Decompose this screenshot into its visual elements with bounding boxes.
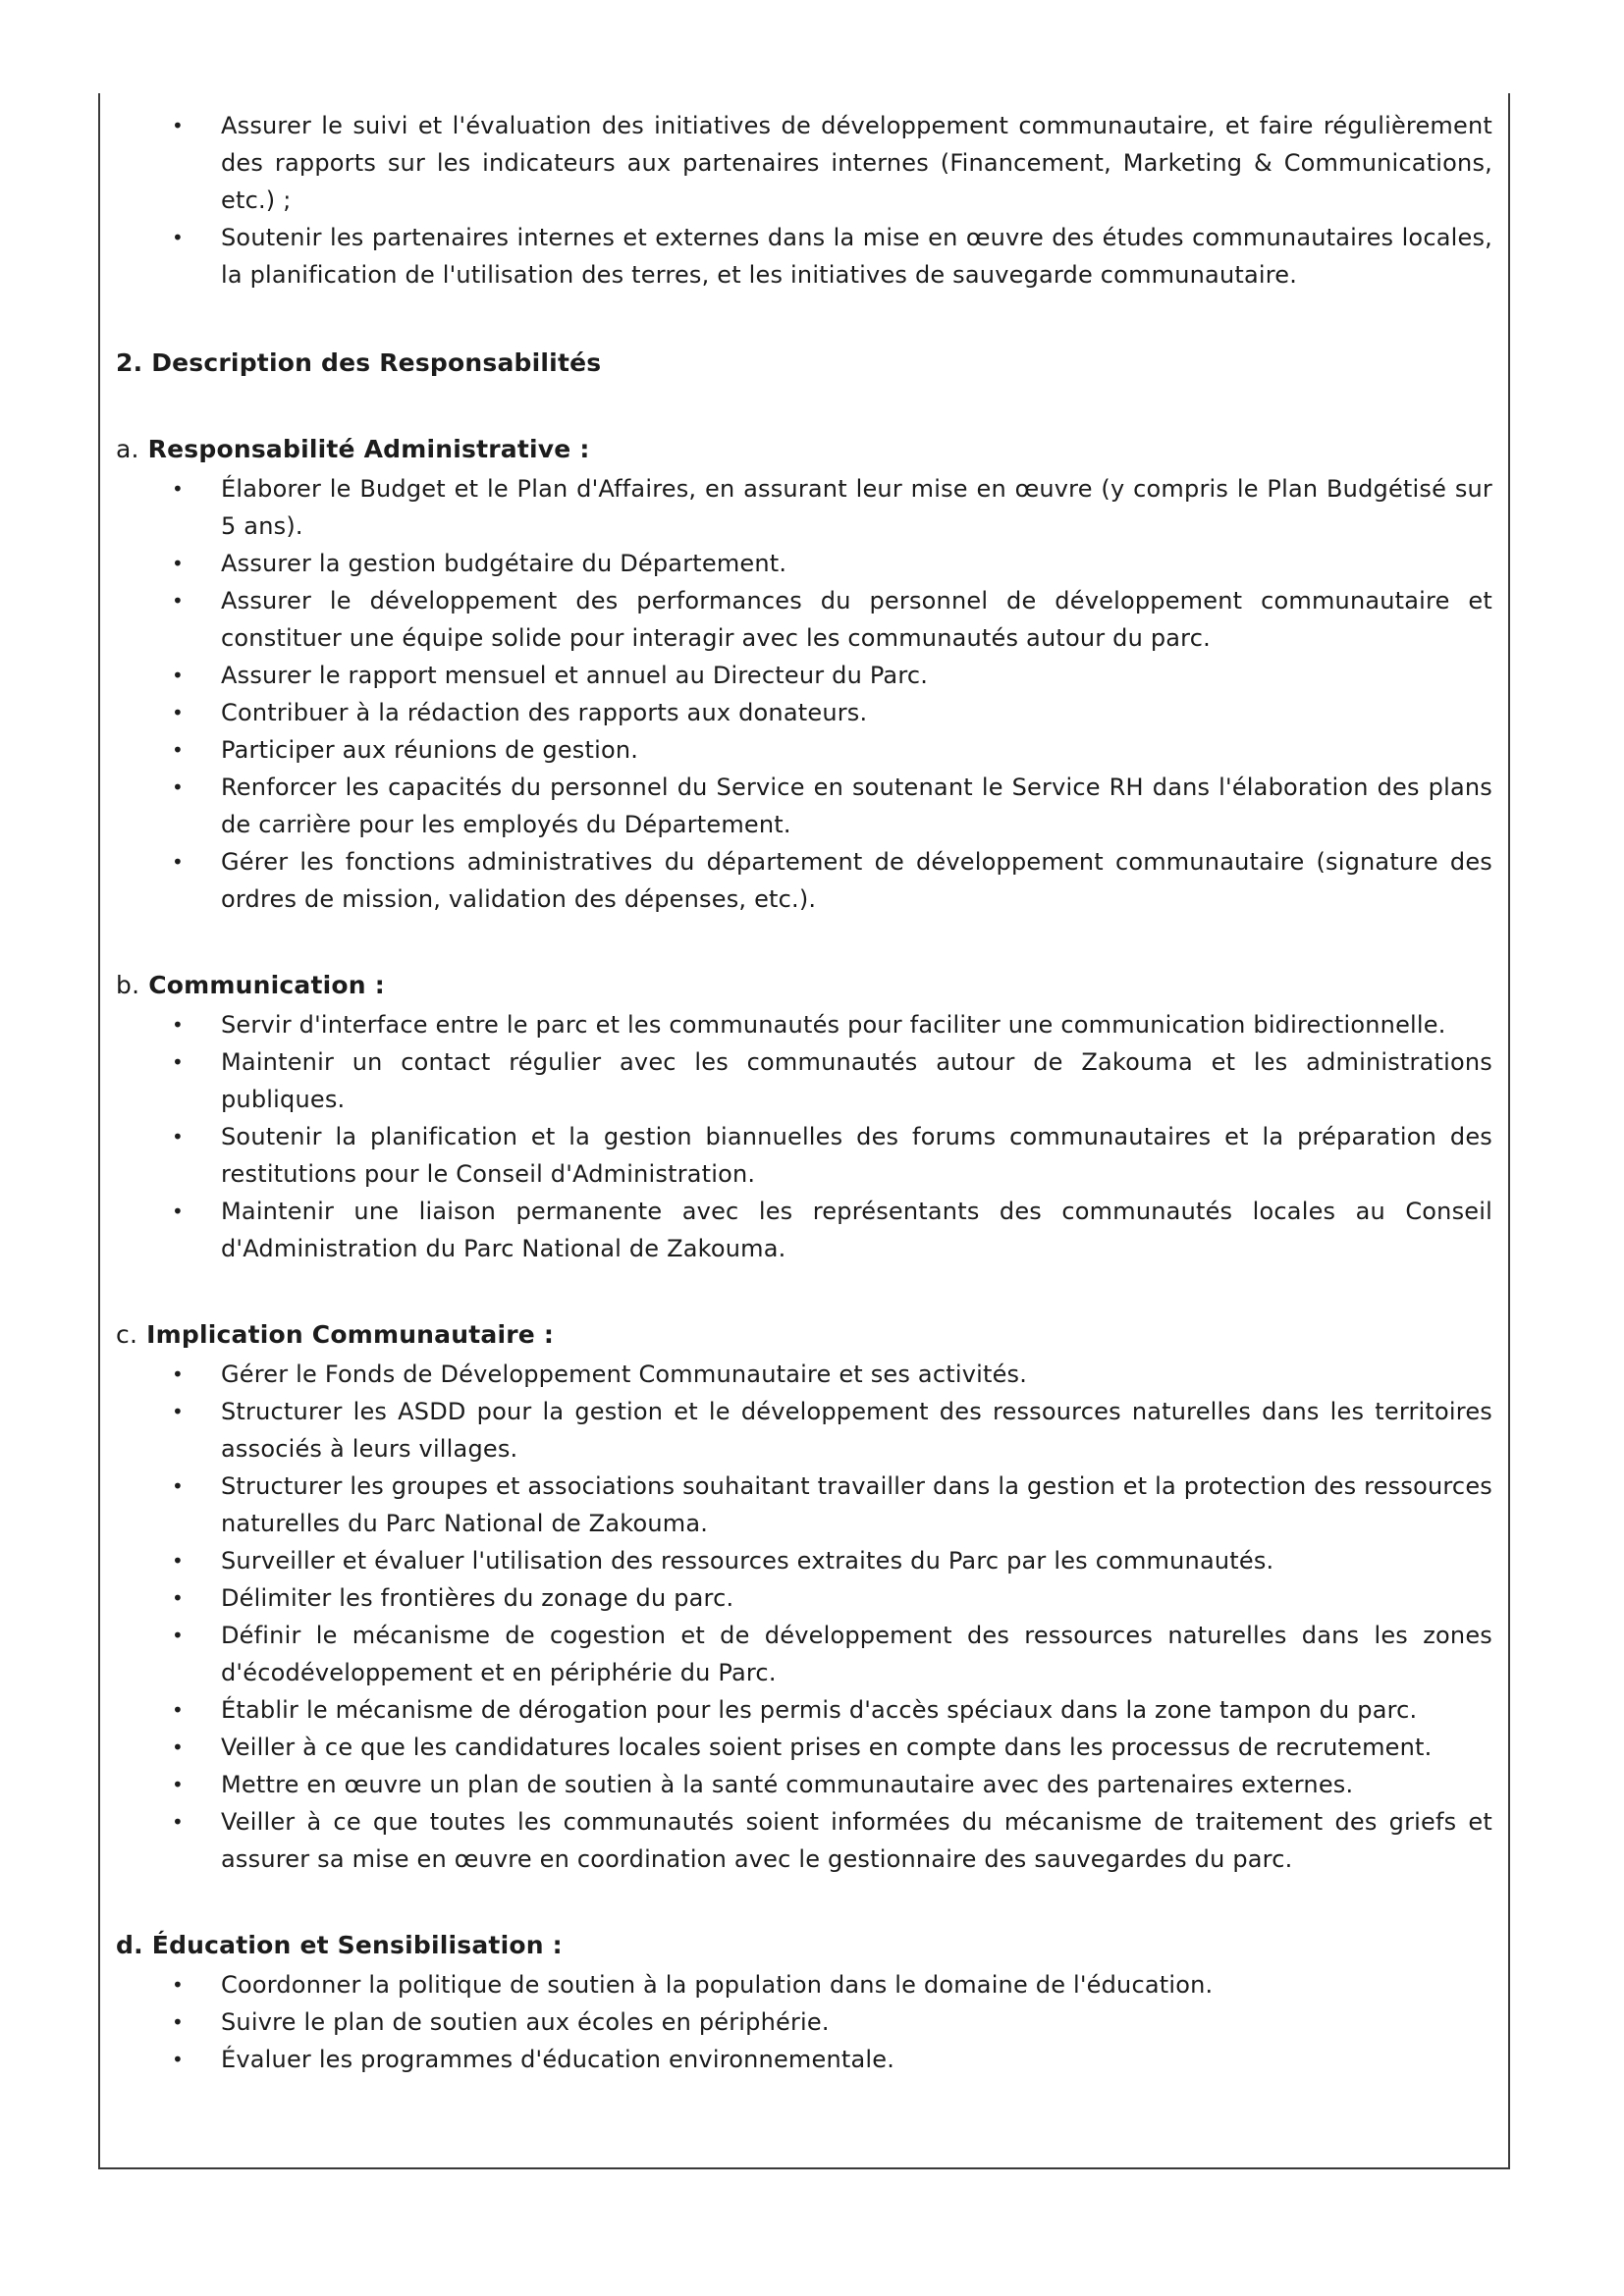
- list-item: [172, 470, 1492, 545]
- list-item: [172, 843, 1492, 918]
- list-item-text: Assurer le rapport mensuel et annuel au Directeur du Parc.: [221, 662, 929, 689]
- list-item-text: Délimiter les frontières du zonage du parc.: [221, 1584, 734, 1612]
- list-item: [172, 769, 1492, 843]
- list-item: [172, 1729, 1492, 1766]
- bullet-icon: •: [172, 1810, 184, 1834]
- list-item: [172, 582, 1492, 657]
- bullet-icon: •: [172, 114, 184, 137]
- list-item-text: Veiller à ce que les candidatures locales soient prises en compte dans les processus de recrutement.: [221, 1734, 1433, 1761]
- bullet-icon: •: [172, 1773, 184, 1796]
- bullet-icon: •: [172, 1050, 184, 1074]
- bullet-icon: •: [172, 1735, 184, 1759]
- list-item: [172, 1966, 1492, 2003]
- list-item-text: Renforcer les capacités du personnel du Service en soutenant le Service RH dans l'élaboration des plans de carrière pour les employés du Département.: [221, 774, 1492, 838]
- bullet-icon: •: [172, 1362, 184, 1386]
- list-item: [172, 1579, 1492, 1617]
- section-letter: c.: [116, 1320, 138, 1349]
- bullet-icon: •: [172, 1474, 184, 1498]
- list-item: [172, 545, 1492, 582]
- section-title: Responsabilité Administrative :: [147, 435, 590, 463]
- bullet-icon: •: [172, 1013, 184, 1037]
- list-item-text: Assurer le suivi et l'évaluation des initiatives de développement communautaire, et faire régulièrement des rapports sur les indicateurs aux partenaires internes (Financement, Marketing & Communications, etc.) ;: [221, 112, 1492, 214]
- bullet-icon: •: [172, 2048, 184, 2071]
- bullet-icon: •: [172, 1624, 184, 1647]
- section-title: Communication :: [148, 971, 385, 999]
- list-item-text: Définir le mécanisme de cogestion et de développement des ressources naturelles dans les zones d'écodéveloppement et en périphérie du Parc.: [221, 1622, 1492, 1686]
- bullet-icon: •: [172, 701, 184, 724]
- list-item-text: Maintenir un contact régulier avec les communautés autour de Zakouma et les administrations publiques.: [221, 1048, 1492, 1113]
- list-item-text: Élaborer le Budget et le Plan d'Affaires, en assurant leur mise en œuvre (y compris le Plan Budgétisé sur 5 ans).: [221, 475, 1492, 540]
- list-item: [172, 1356, 1492, 1393]
- section-heading-b: [116, 967, 1492, 1004]
- bullet-icon: •: [172, 477, 184, 501]
- bullet-icon: •: [172, 226, 184, 249]
- list-item: [172, 694, 1492, 731]
- list-item-text: Structurer les groupes et associations souhaitant travailler dans la gestion et la protection des ressources naturelles du Parc National de Zakouma.: [221, 1472, 1492, 1537]
- list-item-text: Surveiller et évaluer l'utilisation des ressources extraites du Parc par les communautés.: [221, 1547, 1274, 1575]
- list-item: [172, 1766, 1492, 1803]
- section-list-b: [116, 1006, 1492, 1267]
- list-item-text: Veiller à ce que toutes les communautés soient informées du mécanisme de traitement des griefs et assurer sa mise en œuvre en coordination avec le gestionnaire des sauvegardes du parc.: [221, 1808, 1492, 1873]
- bullet-icon: •: [172, 1400, 184, 1423]
- bullet-icon: •: [172, 1973, 184, 1997]
- responsibilities-heading: 2. Description des Responsabilités: [116, 348, 602, 377]
- bullet-icon: •: [172, 775, 184, 799]
- list-item: [172, 731, 1492, 769]
- sections-container: [116, 431, 1492, 2078]
- section-letter: d.: [116, 1931, 143, 1959]
- list-item-text: Soutenir les partenaires internes et externes dans la mise en œuvre des études communautaires locales, la planification de l'utilisation des terres, et les initiatives de sauvegarde communautaire.: [221, 224, 1492, 289]
- section-heading-a: [116, 431, 1492, 468]
- section-heading-d: [116, 1927, 1492, 1964]
- list-item-text: Coordonner la politique de soutien à la population dans le domaine de l'éducation.: [221, 1971, 1214, 1999]
- bullet-icon: •: [172, 1125, 184, 1148]
- bullet-icon: •: [172, 664, 184, 687]
- list-item-text: Gérer les fonctions administratives du département de développement communautaire (signature des ordres de mission, validation des dépenses, etc.).: [221, 848, 1492, 913]
- section-list-a: [116, 470, 1492, 918]
- bullet-icon: •: [172, 1200, 184, 1223]
- list-item: [172, 657, 1492, 694]
- bullet-icon: •: [172, 2010, 184, 2034]
- intro-list: [116, 107, 1492, 294]
- list-item: [172, 1006, 1492, 1043]
- list-item-text: Assurer la gestion budgétaire du Département.: [221, 550, 787, 577]
- list-item: [172, 1542, 1492, 1579]
- list-item-text: Évaluer les programmes d'éducation environnementale.: [221, 2046, 895, 2073]
- list-item-text: Assurer le développement des performances du personnel de développement communautaire et constituer une équipe solide pour interagir avec les communautés autour du parc.: [221, 587, 1492, 652]
- list-item-text: Servir d'interface entre le parc et les communautés pour faciliter une communication bidirectionnelle.: [221, 1011, 1446, 1039]
- section-title: Implication Communautaire :: [146, 1320, 555, 1349]
- list-item-text: Établir le mécanisme de dérogation pour les permis d'accès spéciaux dans la zone tampon du parc.: [221, 1696, 1418, 1724]
- list-item: [172, 1118, 1492, 1193]
- document-border-box: [98, 93, 1510, 2169]
- list-item: [172, 1043, 1492, 1118]
- bullet-icon: •: [172, 552, 184, 575]
- section-title: Éducation et Sensibilisation :: [151, 1931, 563, 1959]
- bullet-icon: •: [172, 1586, 184, 1610]
- list-item: [172, 1691, 1492, 1729]
- section-list-c: [116, 1356, 1492, 1878]
- bullet-icon: •: [172, 1549, 184, 1573]
- list-item-text: Suivre le plan de soutien aux écoles en périphérie.: [221, 2008, 830, 2036]
- list-item-text: Gérer le Fonds de Développement Communautaire et ses activités.: [221, 1361, 1028, 1388]
- list-item-text: Structurer les ASDD pour la gestion et le développement des ressources naturelles dans les territoires associés à leurs villages.: [221, 1398, 1492, 1463]
- bullet-icon: •: [172, 1698, 184, 1722]
- section-list-d: [116, 1966, 1492, 2078]
- list-item: [172, 1393, 1492, 1468]
- list-item-text: Participer aux réunions de gestion.: [221, 736, 639, 764]
- list-item: [172, 1193, 1492, 1267]
- section-heading-c: [116, 1316, 1492, 1354]
- list-item-text: Soutenir la planification et la gestion biannuelles des forums communautaires et la préparation des restitutions pour le Conseil d'Administration.: [221, 1123, 1492, 1188]
- bullet-icon: •: [172, 738, 184, 762]
- list-item: [172, 107, 1492, 219]
- bullet-icon: •: [172, 850, 184, 874]
- list-item-text: Maintenir une liaison permanente avec les représentants des communautés locales au Conseil d'Administration du Parc National de Zakouma.: [221, 1198, 1492, 1262]
- section-letter: b.: [116, 971, 140, 999]
- list-item: [172, 1617, 1492, 1691]
- list-item: [172, 1468, 1492, 1542]
- bullet-icon: •: [172, 589, 184, 613]
- list-item: [172, 2003, 1492, 2041]
- list-item-text: Mettre en œuvre un plan de soutien à la santé communautaire avec des partenaires externes.: [221, 1771, 1354, 1798]
- list-item: [172, 2041, 1492, 2078]
- list-item-text: Contribuer à la rédaction des rapports aux donateurs.: [221, 699, 868, 726]
- section-letter: a.: [116, 435, 139, 463]
- list-item: [172, 219, 1492, 294]
- list-item: [172, 1803, 1492, 1878]
